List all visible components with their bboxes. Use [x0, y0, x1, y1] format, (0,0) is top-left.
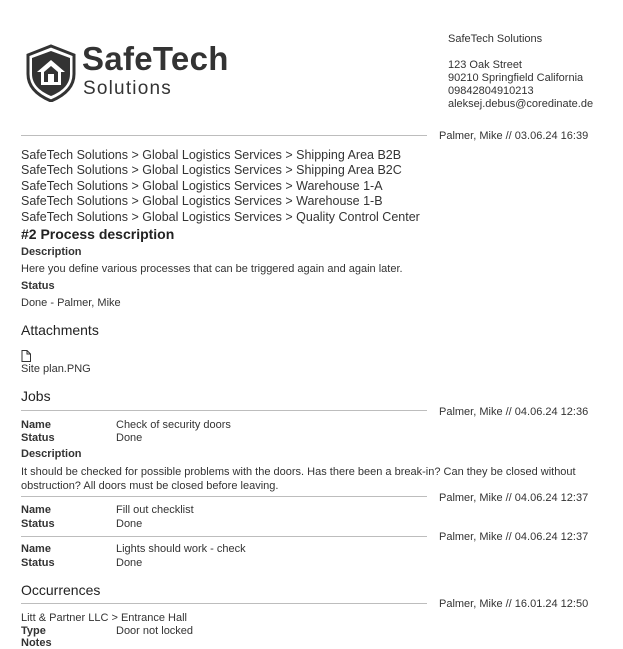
job-status-label: Status [21, 432, 55, 444]
breadcrumb: SafeTech Solutions > Global Logistics Services > Quality Control Center [21, 210, 420, 224]
breadcrumb: SafeTech Solutions > Global Logistics Services > Shipping Area B2B [21, 148, 402, 162]
job-name-label: Name [21, 419, 51, 431]
job-timestamp: Palmer, Mike // 04.06.24 12:37 [439, 531, 589, 543]
job-name-label: Name [21, 543, 51, 555]
company-email: aleksej.debus@coredinate.de [448, 98, 594, 110]
company-street: 123 Oak Street [448, 59, 522, 71]
job-name: Fill out checklist [116, 504, 194, 516]
occurrence-notes-label: Notes [21, 637, 52, 649]
attachments-heading: Attachments [21, 322, 99, 338]
job-status: Done [116, 432, 143, 444]
breadcrumb: SafeTech Solutions > Global Logistics Services > Warehouse 1-A [21, 179, 383, 193]
status-label: Status [21, 280, 55, 292]
occurrence-location: Litt & Partner LLC > Entrance Hall [21, 612, 187, 624]
logo-tagline: Solutions [83, 78, 172, 99]
divider [21, 536, 427, 537]
job-status: Done [116, 518, 143, 530]
company-city: 90210 Springfield California [448, 72, 584, 84]
job-name: Lights should work - check [116, 543, 246, 555]
occurrence-type-label: Type [21, 625, 46, 637]
company-name: SafeTech Solutions [448, 33, 543, 45]
job-description-label: Description [21, 448, 82, 460]
process-description: Here you define various processes that can be triggered again and again later. [21, 263, 403, 275]
breadcrumb: SafeTech Solutions > Global Logistics Services > Shipping Area B2C [21, 163, 402, 177]
occurrence-timestamp: Palmer, Mike // 16.01.24 12:50 [439, 598, 589, 610]
divider [21, 603, 427, 604]
attachment-link[interactable]: Site plan.PNG [21, 363, 91, 375]
job-name-label: Name [21, 504, 51, 516]
description-label: Description [21, 246, 82, 258]
divider [21, 135, 427, 136]
header-timestamp: Palmer, Mike // 03.06.24 16:39 [439, 130, 589, 142]
jobs-heading: Jobs [21, 388, 51, 404]
occurrences-heading: Occurrences [21, 582, 101, 598]
breadcrumb: SafeTech Solutions > Global Logistics Services > Warehouse 1-B [21, 194, 383, 208]
job-timestamp: Palmer, Mike // 04.06.24 12:37 [439, 492, 589, 504]
shield-house-icon [28, 46, 74, 101]
divider [21, 410, 427, 411]
divider [21, 496, 427, 497]
process-status: Done - Palmer, Mike [21, 297, 121, 309]
company-phone: 09842804910213 [448, 85, 534, 97]
job-status-label: Status [21, 518, 55, 530]
job-timestamp: Palmer, Mike // 04.06.24 12:36 [439, 406, 589, 418]
process-title: #2 Process description [21, 226, 175, 242]
occurrence-type: Door not locked [116, 625, 194, 637]
job-status-label: Status [21, 557, 55, 569]
logo-wordmark: SafeTech [82, 40, 229, 77]
file-icon [21, 350, 31, 362]
job-description: It should be checked for possible problems with the doors. Has there been a break-in? Can they be closed without obstruction? All doors must be closed before leaving. [21, 466, 576, 492]
job-status: Done [116, 557, 143, 569]
job-name: Check of security doors [116, 419, 231, 431]
